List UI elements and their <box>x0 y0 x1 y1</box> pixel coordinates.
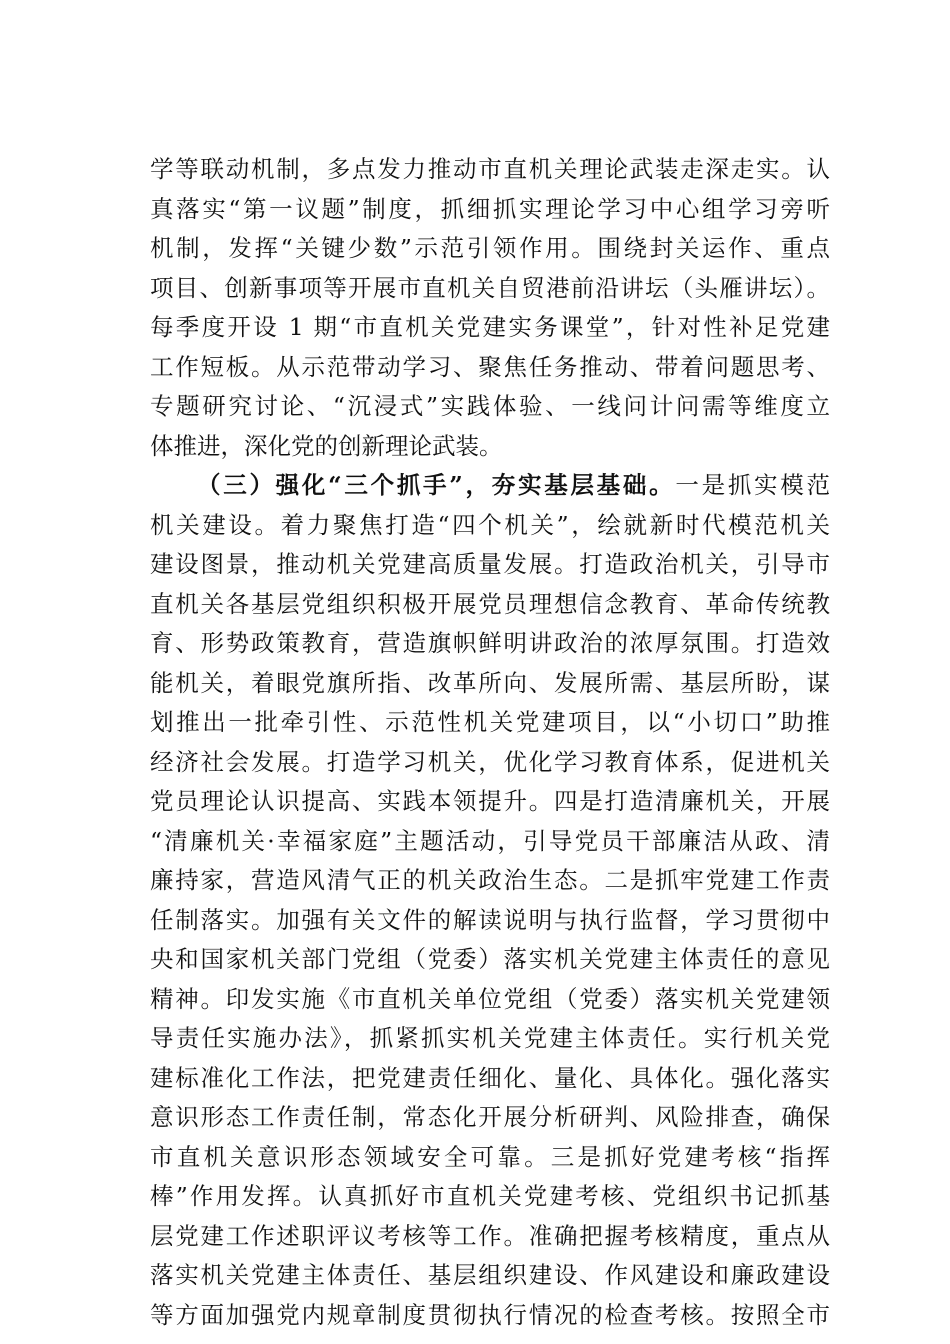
text-line: 真落实“第一议题”制度，抓细抓实理论学习中心组学习旁听 <box>150 194 830 223</box>
text-line: “清廉机关·幸福家庭”主题活动，引导党员干部廉洁从政、清 <box>150 826 830 855</box>
text-line: 央和国家机关部门党组（党委）落实机关党建主体责任的意见 <box>150 945 830 973</box>
section-heading: （三）强化“三个抓手”，夯实基层基础。 <box>197 471 676 499</box>
text-line: 育、形势政策教育，营造旗帜鲜明讲政治的浓厚氛围。打造效 <box>150 629 830 657</box>
text-line: 建标准化工作法，把党建责任细化、量化、具体化。强化落实 <box>150 1063 830 1092</box>
text-line: 意识形态工作责任制，常态化开展分析研判、风险排查，确保 <box>150 1103 830 1131</box>
paragraph-1 <box>150 150 830 466</box>
text-line <box>150 466 830 506</box>
paragraph-2 <box>150 466 830 1335</box>
text-segment: 一是抓实模范 <box>675 471 830 499</box>
text-line: 等方面加强党内规章制度贯彻执行情况的检查考核。按照全市 <box>150 1300 830 1329</box>
text-line: 棒”作用发挥。认真抓好市直机关党建考核、党组织书记抓基 <box>150 1182 830 1210</box>
text-line: 导责任实施办法》，抓紧抓实机关党建主体责任。实行机关党 <box>150 1024 830 1052</box>
text-line: 党员理论认识提高、实践本领提升。四是打造清廉机关，开展 <box>150 787 830 815</box>
text-line: 每季度开设 1 期“市直机关党建实务课堂”，针对性补足党建 <box>150 313 830 341</box>
text-line: 市直机关意识形态领域安全可靠。三是抓好党建考核“指挥 <box>150 1142 830 1171</box>
text-line: 经济社会发展。打造学习机关，优化学习教育体系，促进机关 <box>150 747 830 776</box>
text-line: 机关建设。着力聚焦打造“四个机关”，绘就新时代模范机关 <box>150 510 830 539</box>
text-line: 项目、创新事项等开展市直机关自贸港前沿讲坛（头雁讲坛）。 <box>150 273 830 302</box>
text-line: 机制，发挥“关键少数”示范引领作用。围绕封关运作、重点 <box>150 234 830 262</box>
body-text <box>150 150 830 1335</box>
text-line: 能机关，着眼党旗所指、改革所向、发展所需、基层所盼，谋 <box>150 668 830 697</box>
text-line: 直机关各基层党组织积极开展党员理想信念教育、革命传统教 <box>150 589 830 618</box>
text-line: 学等联动机制，多点发力推动市直机关理论武装走深走实。认 <box>150 155 830 183</box>
text-line: 廉持家，营造风清气正的机关政治生态。二是抓牢党建工作责 <box>150 866 830 894</box>
text-line: 体推进，深化党的创新理论武装。 <box>150 431 503 460</box>
text-line: 层党建工作述职评议考核等工作。准确把握考核精度，重点从 <box>150 1221 830 1250</box>
text-line: 落实机关党建主体责任、基层组织建设、作风建设和廉政建设 <box>150 1261 830 1289</box>
text-line: 划推出一批牵引性、示范性机关党建项目，以“小切口”助推 <box>150 708 830 736</box>
text-line: 精神。印发实施《市直机关单位党组（党委）落实机关党建领 <box>150 984 830 1013</box>
text-line: 任制落实。加强有关文件的解读说明与执行监督，学习贯彻中 <box>150 905 830 934</box>
text-line: 工作短板。从示范带动学习、聚焦任务推动、带着问题思考、 <box>150 352 830 381</box>
text-line: 建设图景，推动机关党建高质量发展。打造政治机关，引导市 <box>150 550 830 578</box>
text-line: 专题研究讨论、“沉浸式”实践体验、一线问计问需等维度立 <box>150 392 830 420</box>
